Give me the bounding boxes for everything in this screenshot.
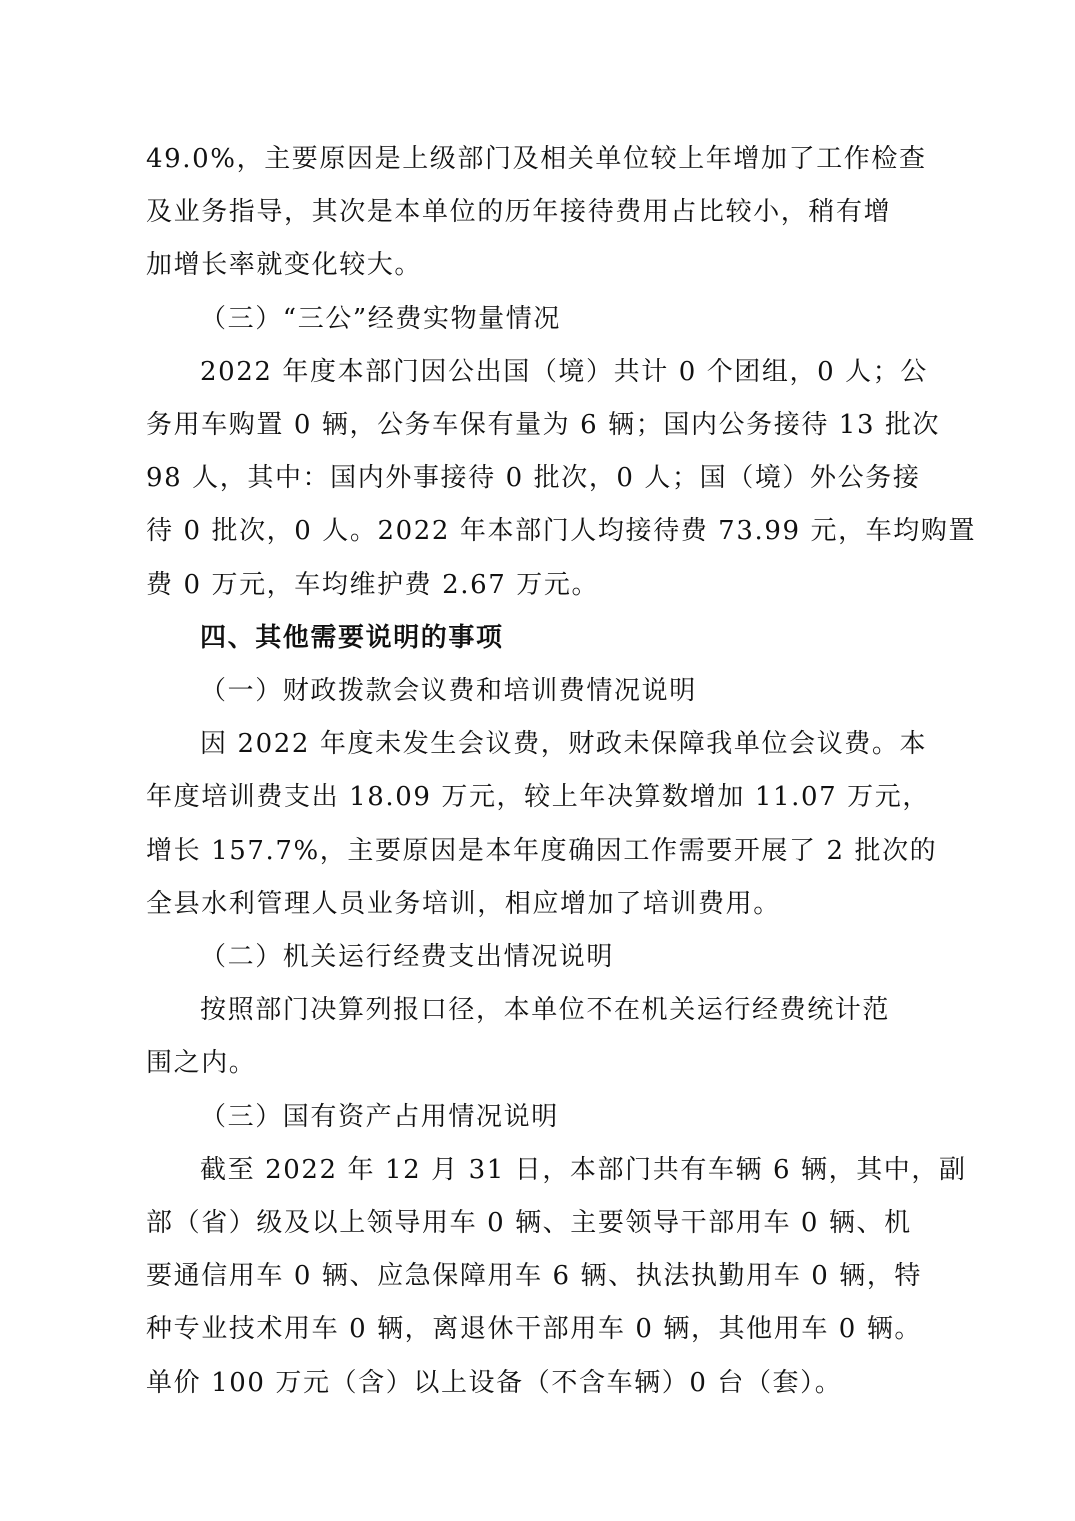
- paragraph-line: 种专业技术用车 0 辆，离退休干部用车 0 辆，其他用车 0 辆。: [146, 1314, 923, 1345]
- paragraph-line: 及业务指导，其次是本单位的历年接待费用占比较小，稍有增: [146, 197, 892, 228]
- subsection-heading: （三）“三公”经费实物量情况: [200, 303, 561, 334]
- paragraph-line: 待 0 批次，0 人。2022 年本部门人均接待费 73.99 元，车均购置: [146, 516, 977, 547]
- paragraph-line: 因 2022 年度未发生会议费，财政未保障我单位会议费。本: [200, 729, 928, 760]
- paragraph-line: 全县水利管理人员业务培训，相应增加了培训费用。: [146, 888, 781, 919]
- body-paragraph: [146, 984, 944, 1090]
- paragraph-line: 围之内。: [146, 1048, 257, 1079]
- paragraph-line: 加增长率就变化较大。: [146, 250, 423, 281]
- paragraph-line: 费 0 万元，车均维护费 2.67 万元。: [146, 569, 600, 600]
- subsection-heading: （三）国有资产占用情况说明: [200, 1101, 559, 1132]
- paragraph-line: 增长 157.7%，主要原因是本年度确因工作需要开展了 2 批次的: [146, 835, 938, 866]
- paragraph-line: 2022 年度本部门因公出国（境）共计 0 个团组，0 人；公: [200, 356, 928, 387]
- paragraph-line: 49.0%，主要原因是上级部门及相关单位较上年增加了工作检查: [146, 144, 927, 174]
- paragraph-line: 截至 2022 年 12 月 31 日，本部门共有车辆 6 辆，其中，副: [200, 1154, 967, 1185]
- subsection-heading: （二）机关运行经费支出情况说明: [200, 942, 615, 973]
- body-paragraph: [146, 133, 944, 293]
- paragraph-line: 98 人，其中：国内外事接待 0 批次，0 人；国（境）外公务接: [146, 463, 921, 494]
- document-body: [146, 133, 977, 1410]
- body-paragraph: [146, 1144, 967, 1410]
- paragraph-line: 年度培训费支出 18.09 万元，较上年决算数增加 11.07 万元，: [146, 782, 930, 813]
- paragraph-line: 要通信用车 0 辆、应急保障用车 6 辆、执法执勤用车 0 辆，特: [146, 1261, 923, 1292]
- paragraph-line: 单价 100 万元（含）以上设备（不含车辆）0 台（套）。: [146, 1367, 843, 1398]
- subsection-heading: （一）财政拨款会议费和培训费情况说明: [200, 676, 697, 707]
- paragraph-line: 按照部门决算列报口径，本单位不在机关运行经费统计范: [200, 995, 891, 1026]
- body-paragraph: [146, 346, 977, 612]
- paragraph-line: 务用车购置 0 辆，公务车保有量为 6 辆；国内公务接待 13 批次: [146, 410, 941, 441]
- paragraph-line: 部（省）级及以上领导用车 0 辆、主要领导干部用车 0 辆、机: [146, 1208, 912, 1239]
- section-heading: 四、其他需要说明的事项: [200, 622, 504, 653]
- body-paragraph: [146, 718, 944, 931]
